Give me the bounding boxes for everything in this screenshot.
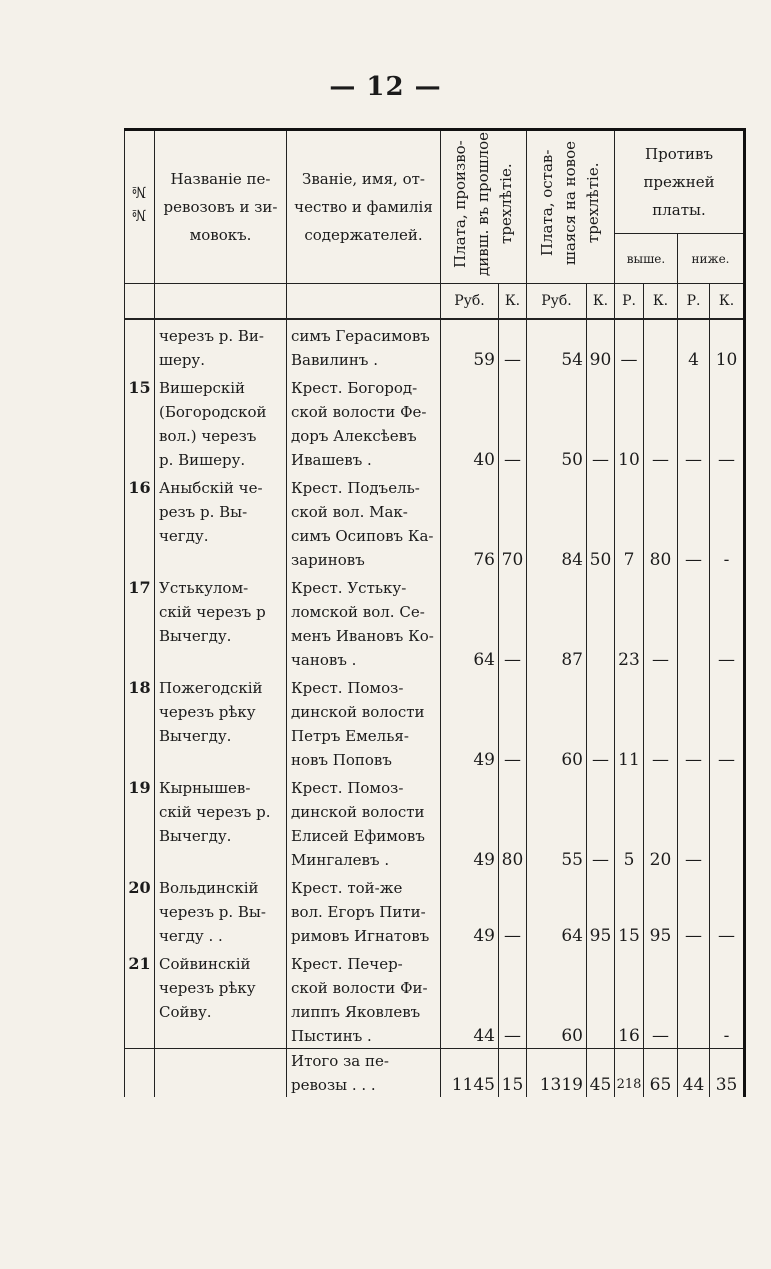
- holder-name: Крест. Подъель- ской вол. Мак- симъ Осиповъ Ка- зариновъ: [287, 472, 441, 572]
- lower-kop: —: [710, 872, 745, 948]
- higher-rub: 11: [615, 672, 644, 772]
- row-number: 16: [125, 472, 155, 572]
- crossing-name: Сойвинскій черезъ рѣку Сойву.: [155, 948, 287, 1049]
- past-fee-rub: 64: [441, 572, 499, 672]
- lower-rub: —: [678, 372, 710, 472]
- table-row: [125, 872, 745, 948]
- lower-kop: -: [710, 948, 745, 1049]
- past-fee-kop: 80: [499, 772, 527, 872]
- lower-kop: —: [710, 572, 745, 672]
- header-crossing: Названіе пе- ревозовъ и зи- мовокъ.: [155, 130, 287, 284]
- lower-rub: —: [678, 472, 710, 572]
- holder-name: Крест. Помоз- динской волости Елисей Ефимовъ Мингалевъ .: [287, 772, 441, 872]
- lower-rub: [678, 948, 710, 1049]
- lower-kop: -: [710, 472, 745, 572]
- total-label: Итого за пе- ревозы . . .: [287, 1049, 441, 1098]
- header-new-fee: Плата, остав- шаяся на новое трехлѣтіе.: [527, 130, 615, 284]
- total-row: [125, 1049, 745, 1098]
- new-fee-rub: 60: [527, 672, 587, 772]
- units-row: [125, 284, 745, 320]
- unit-k: К.: [710, 284, 745, 320]
- past-fee-rub: 44: [441, 948, 499, 1049]
- higher-kop: [644, 319, 678, 372]
- ferry-fees-table: [124, 128, 746, 1097]
- new-fee-rub: 64: [527, 872, 587, 948]
- unit-rub: Руб.: [441, 284, 499, 320]
- lower-kop: —: [710, 372, 745, 472]
- unit-k: К.: [644, 284, 678, 320]
- past-fee-rub: 49: [441, 872, 499, 948]
- table-row: [125, 472, 745, 572]
- higher-kop: 95: [644, 872, 678, 948]
- header-past-fee: Плата, произво- дивш. въ прошлое трехлѣтіе.: [441, 130, 527, 284]
- new-fee-kop: 90: [587, 319, 615, 372]
- higher-kop: —: [644, 372, 678, 472]
- page-number: — 12 —: [329, 72, 442, 102]
- header-holder: Званіе, имя, от- чество и фамилія содержателей.: [287, 130, 441, 284]
- table-row: [125, 319, 745, 372]
- table-row: [125, 948, 745, 1049]
- past-fee-rub: 76: [441, 472, 499, 572]
- higher-rub: 15: [615, 872, 644, 948]
- header-vs-previous: Противъ прежней платы.: [615, 130, 745, 234]
- past-fee-kop: —: [499, 948, 527, 1049]
- unit-kop: К.: [499, 284, 527, 320]
- table-row: [125, 772, 745, 872]
- new-fee-rub: 87: [527, 572, 587, 672]
- past-fee-kop: —: [499, 672, 527, 772]
- total-new-rub: 1319: [527, 1049, 587, 1098]
- total-lower-kop: 35: [710, 1049, 745, 1098]
- lower-rub: 4: [678, 319, 710, 372]
- past-fee-kop: —: [499, 319, 527, 372]
- header-higher: выше.: [615, 234, 678, 284]
- holder-name: Крест. Помоз- динской волости Петръ Емелья- новъ Поповъ: [287, 672, 441, 772]
- table-row: [125, 672, 745, 772]
- crossing-name: Пожегодскій черезъ рѣку Вычегду.: [155, 672, 287, 772]
- new-fee-rub: 54: [527, 319, 587, 372]
- past-fee-rub: 59: [441, 319, 499, 372]
- lower-kop: [710, 772, 745, 872]
- total-higher-kop: 65: [644, 1049, 678, 1098]
- unit-r: Р.: [615, 284, 644, 320]
- unit-kop: К.: [587, 284, 615, 320]
- row-number: 20: [125, 872, 155, 948]
- new-fee-kop: [587, 572, 615, 672]
- new-fee-kop: 50: [587, 472, 615, 572]
- row-number: 19: [125, 772, 155, 872]
- higher-rub: 7: [615, 472, 644, 572]
- new-fee-kop: —: [587, 672, 615, 772]
- holder-name: Крест. Богород- ской волости Фе- доръ Алексѣевъ Ивашевъ .: [287, 372, 441, 472]
- table-row: [125, 372, 745, 472]
- past-fee-rub: 40: [441, 372, 499, 472]
- higher-kop: —: [644, 572, 678, 672]
- holder-name: симъ Герасимовъ Вавилинъ .: [287, 319, 441, 372]
- lower-rub: —: [678, 672, 710, 772]
- new-fee-rub: 84: [527, 472, 587, 572]
- higher-rub: —: [615, 319, 644, 372]
- past-fee-kop: 70: [499, 472, 527, 572]
- total-new-kop: 45: [587, 1049, 615, 1098]
- new-fee-rub: 55: [527, 772, 587, 872]
- total-past-kop: 15: [499, 1049, 527, 1098]
- crossing-name: Устькулом- скій черезъ р Вычегду.: [155, 572, 287, 672]
- higher-rub: 23: [615, 572, 644, 672]
- lower-rub: [678, 572, 710, 672]
- row-number: 15: [125, 372, 155, 472]
- crossing-name: черезъ р. Ви- шеру.: [155, 319, 287, 372]
- holder-name: Крест. Печер- ской волости Фи- липпъ Яковлевъ Пыстинъ .: [287, 948, 441, 1049]
- higher-kop: 20: [644, 772, 678, 872]
- higher-kop: —: [644, 672, 678, 772]
- new-fee-rub: 50: [527, 372, 587, 472]
- crossing-name: Аныбскій че- резъ р. Вы- чегду.: [155, 472, 287, 572]
- higher-rub: 16: [615, 948, 644, 1049]
- lower-rub: —: [678, 872, 710, 948]
- higher-rub: 5: [615, 772, 644, 872]
- higher-rub: 10: [615, 372, 644, 472]
- holder-name: Крест. той-же вол. Егоръ Пити- римовъ Игнатовъ: [287, 872, 441, 948]
- new-fee-kop: 95: [587, 872, 615, 948]
- past-fee-kop: —: [499, 372, 527, 472]
- higher-kop: 80: [644, 472, 678, 572]
- new-fee-kop: [587, 948, 615, 1049]
- past-fee-kop: —: [499, 872, 527, 948]
- total-past-rub: 1145: [441, 1049, 499, 1098]
- row-number: 21: [125, 948, 155, 1049]
- higher-kop: —: [644, 948, 678, 1049]
- new-fee-kop: —: [587, 772, 615, 872]
- crossing-name: Кырнышев- скій черезъ р. Вычегду.: [155, 772, 287, 872]
- row-number: 18: [125, 672, 155, 772]
- total-higher-rub: 218: [615, 1049, 644, 1098]
- new-fee-rub: 60: [527, 948, 587, 1049]
- header-lower: ниже.: [678, 234, 745, 284]
- lower-rub: —: [678, 772, 710, 872]
- crossing-name: Вишерскій (Богородской вол.) черезъ р. Вишеру.: [155, 372, 287, 472]
- past-fee-rub: 49: [441, 672, 499, 772]
- past-fee-rub: 49: [441, 772, 499, 872]
- table-row: [125, 572, 745, 672]
- header-number: № №: [125, 130, 155, 284]
- total-lower-rub: 44: [678, 1049, 710, 1098]
- unit-rub: Руб.: [527, 284, 587, 320]
- lower-kop: —: [710, 672, 745, 772]
- past-fee-kop: —: [499, 572, 527, 672]
- crossing-name: Вольдинскій черезъ р. Вы- чегду . .: [155, 872, 287, 948]
- row-number: 17: [125, 572, 155, 672]
- new-fee-kop: —: [587, 372, 615, 472]
- lower-kop: 10: [710, 319, 745, 372]
- holder-name: Крест. Устьку- ломской вол. Се- менъ Ивановъ Ко- чановъ .: [287, 572, 441, 672]
- row-number: [125, 319, 155, 372]
- unit-r: Р.: [678, 284, 710, 320]
